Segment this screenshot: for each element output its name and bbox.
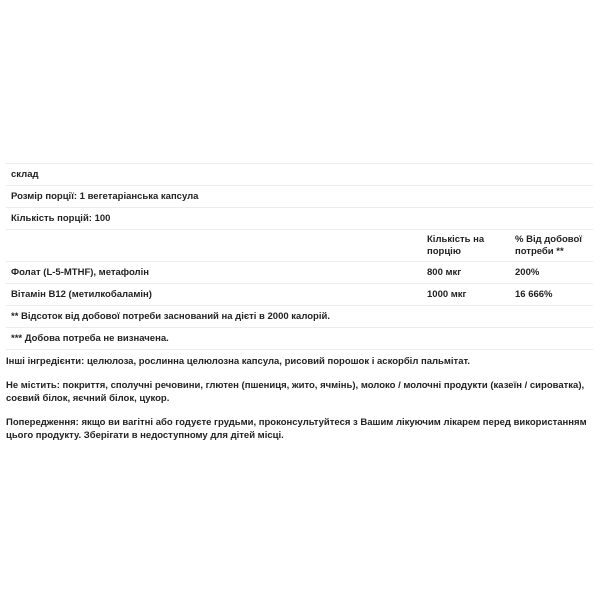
other-ingredients: Інші інгредієнти: целюлоза, рослинна целюлозна капсула, рисовий порошок і аскорбіл пальмітат. [6, 356, 470, 367]
footnote-daily-value: ** Відсоток від добової потреби заснований на дієті в 2000 калорій. [6, 306, 593, 328]
table-row [6, 284, 593, 306]
supplement-facts [6, 163, 593, 350]
ingredient-name: Фолат (L-5-MTHF), метафолін [6, 262, 422, 284]
header-amount: Кількість на порцію [422, 230, 510, 262]
servings-count: Кількість порцій: 100 [6, 208, 593, 230]
header-ingredient [6, 230, 422, 262]
ingredient-daily-value: 200% [510, 262, 593, 284]
ingredient-amount: 1000 мкг [422, 284, 510, 306]
table-row-footnote [6, 328, 593, 350]
ingredient-daily-value: 16 666% [510, 284, 593, 306]
warning: Попередження: якщо ви вагітні або годуєте грудьми, проконсультуйтеся з Вашим лікуючим лікарем перед використанням цього продукту. Зберігати в недоступному для дітей місці. [6, 416, 587, 441]
footnote-not-established: *** Добова потреба не визначена. [6, 328, 593, 350]
facts-title: склад [6, 164, 593, 186]
serving-size: Розмір порції: 1 вегетаріанська капсула [6, 186, 593, 208]
does-not-contain: Не містить: покриття, сполучні речовини, глютен (пшениця, жито, ячмінь), молоко / молочні продукти (казеїн / сироватка), соєвий білок, яєчний білок, цукор. [6, 379, 585, 404]
table-row-serving-size [6, 186, 593, 208]
ingredient-name: Вітамін B12 (метилкобаламін) [6, 284, 422, 306]
table-row-servings-count [6, 208, 593, 230]
table-header-row [6, 230, 593, 262]
table-row [6, 262, 593, 284]
table-row-footnote [6, 306, 593, 328]
header-daily-value: % Від добової потреби ** [510, 230, 593, 262]
product-notes [6, 355, 596, 453]
ingredient-amount: 800 мкг [422, 262, 510, 284]
supplement-facts-table [6, 163, 593, 350]
table-row-title [6, 164, 593, 186]
